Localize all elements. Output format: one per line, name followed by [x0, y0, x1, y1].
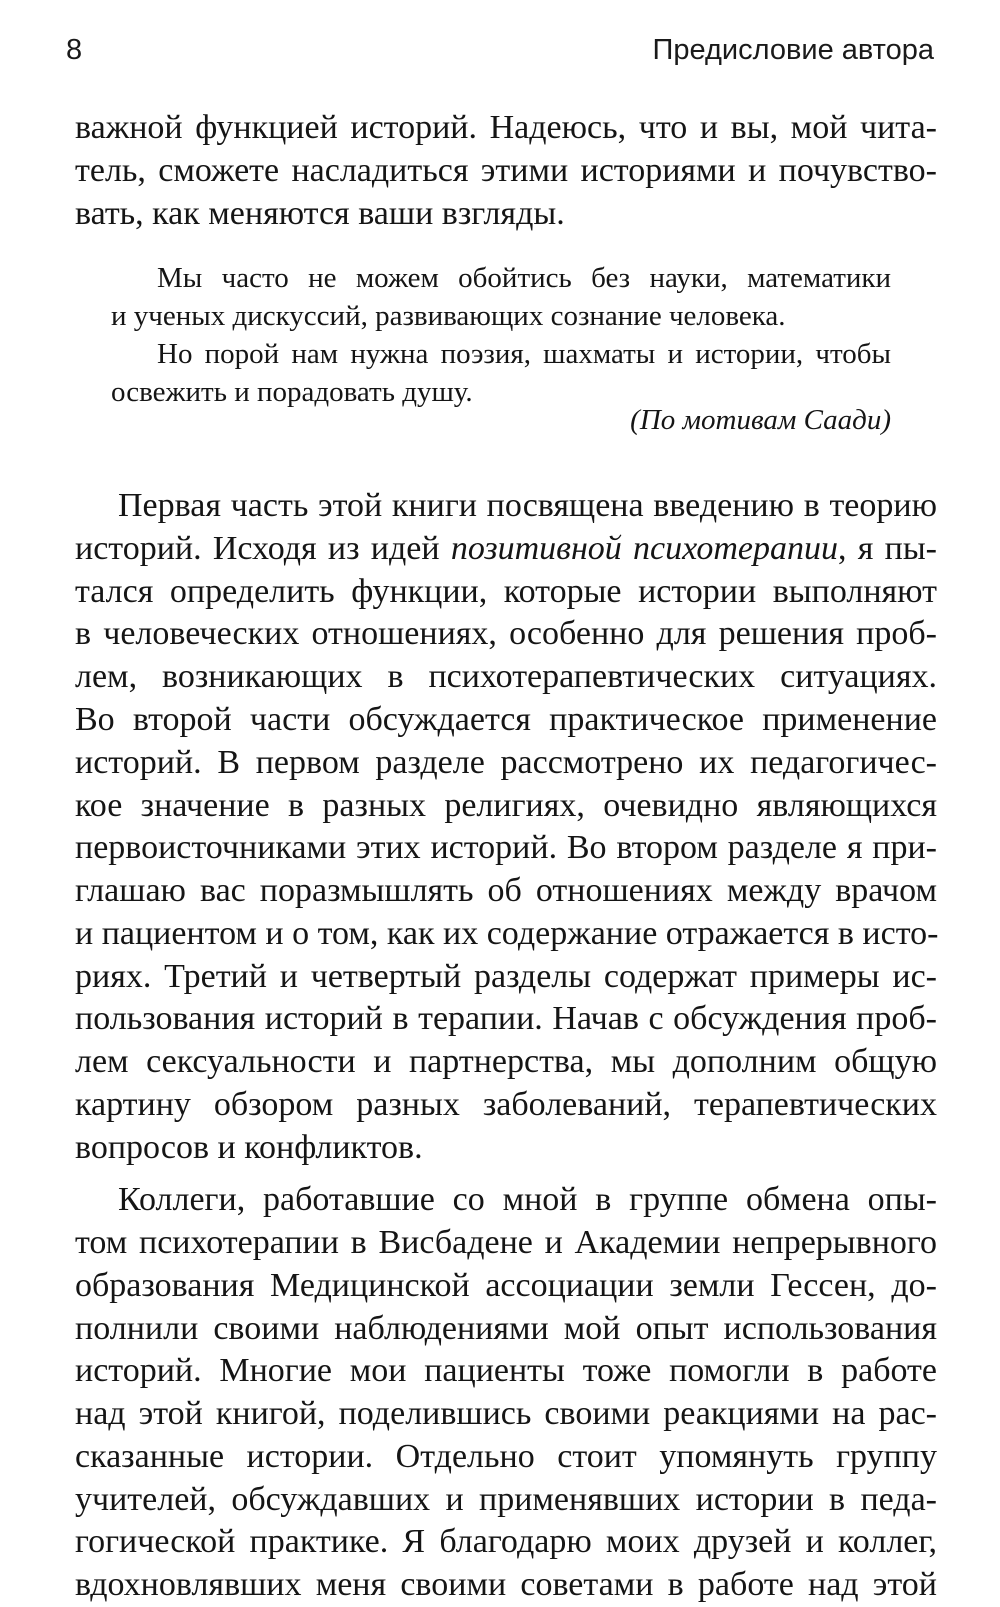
page-number: 8 — [66, 34, 83, 66]
paragraph-line: над этой книгой, поделившись своими реакциями на рас- — [75, 1395, 937, 1432]
paragraph-line: риях. Третий и четвертый разделы содержат примеры ис- — [75, 958, 937, 995]
emphasis-term: позитивной психотерапии — [450, 530, 839, 567]
paragraph-line: в человеческих отношениях, особенно для решения проб- — [75, 615, 937, 652]
paragraph-line: лем, возникающих в психотерапевтических ситуациях. — [75, 658, 937, 695]
paragraph-line: гогической практике. Я благодарю моих друзей и коллег, — [75, 1523, 937, 1560]
paragraph-line: глашаю вас поразмышлять об отношениях между врачом — [75, 872, 937, 909]
paragraph-line: кое значение в разных религиях, очевидно являющихся — [75, 787, 937, 824]
paragraph-text: , я пы- — [838, 530, 938, 567]
intro-line: тель, сможете насладиться этими историями и почувство- — [75, 152, 937, 189]
paragraph-line: Первая часть этой книги посвящена введению в теорию — [118, 487, 937, 524]
epigraph-line: Мы часто не можем обойтись без науки, математики — [157, 262, 891, 294]
paragraph-line: Во второй части обсуждается практическое применение — [75, 701, 937, 738]
paragraph-line: образования Медицинской ассоциации земли Гессен, до- — [75, 1267, 937, 1304]
epigraph-line: и ученых дискуссий, развивающих сознание человека. — [111, 300, 786, 332]
paragraph-line: учителей, обсуждавших и применявших истории в педа- — [75, 1481, 937, 1518]
paragraph-line: полнили своими наблюдениями мой опыт использования — [75, 1310, 937, 1347]
paragraph-line: сказанные истории. Отдельно стоит упомянуть группу — [75, 1438, 937, 1475]
paragraph-text: историй. Исходя из идей — [75, 530, 451, 567]
paragraph-line: тался определить функции, которые истории выполняют — [75, 573, 937, 610]
paragraph-line — [75, 527, 937, 571]
paragraph-line: пользования историй в терапии. Начав с обсуждения проб- — [75, 1000, 937, 1037]
epigraph-line: освежить и порадовать душу. — [111, 376, 473, 408]
intro-line: вать, как меняются ваши взгляды. — [75, 195, 565, 232]
paragraph-line: вопросов и конфликтов. — [75, 1129, 423, 1166]
running-title: Предисловие автора — [652, 34, 934, 66]
paragraph-line: историй. Многие мои пациенты тоже помогли в работе — [75, 1352, 937, 1389]
paragraph-line: том психотерапии в Висбадене и Академии непрерывного — [75, 1224, 937, 1261]
paragraph-line: и пациентом и о том, как их содержание отражается в исто- — [75, 915, 939, 952]
paragraph-line: Коллеги, работавшие со мной в группе обмена опы- — [118, 1181, 937, 1218]
intro-line: важной функцией историй. Надеюсь, что и вы, мой чита- — [75, 109, 937, 146]
paragraph-line: вдохновлявших меня своими советами в работе над этой — [75, 1566, 937, 1603]
paragraph-line: лем сексуальности и партнерства, мы дополним общую — [75, 1043, 937, 1080]
epigraph-attribution: (По мотивам Саади) — [630, 404, 891, 436]
paragraph-line: картину обзором разных заболеваний, терапевтических — [75, 1086, 937, 1123]
epigraph-line: Но порой нам нужна поэзия, шахматы и истории, чтобы — [157, 338, 891, 370]
page-header — [62, 34, 934, 74]
paragraph-line: историй. В первом разделе рассмотрено их педагогичес- — [75, 744, 937, 781]
paragraph-line: первоисточниками этих историй. Во втором разделе я при- — [75, 829, 937, 866]
